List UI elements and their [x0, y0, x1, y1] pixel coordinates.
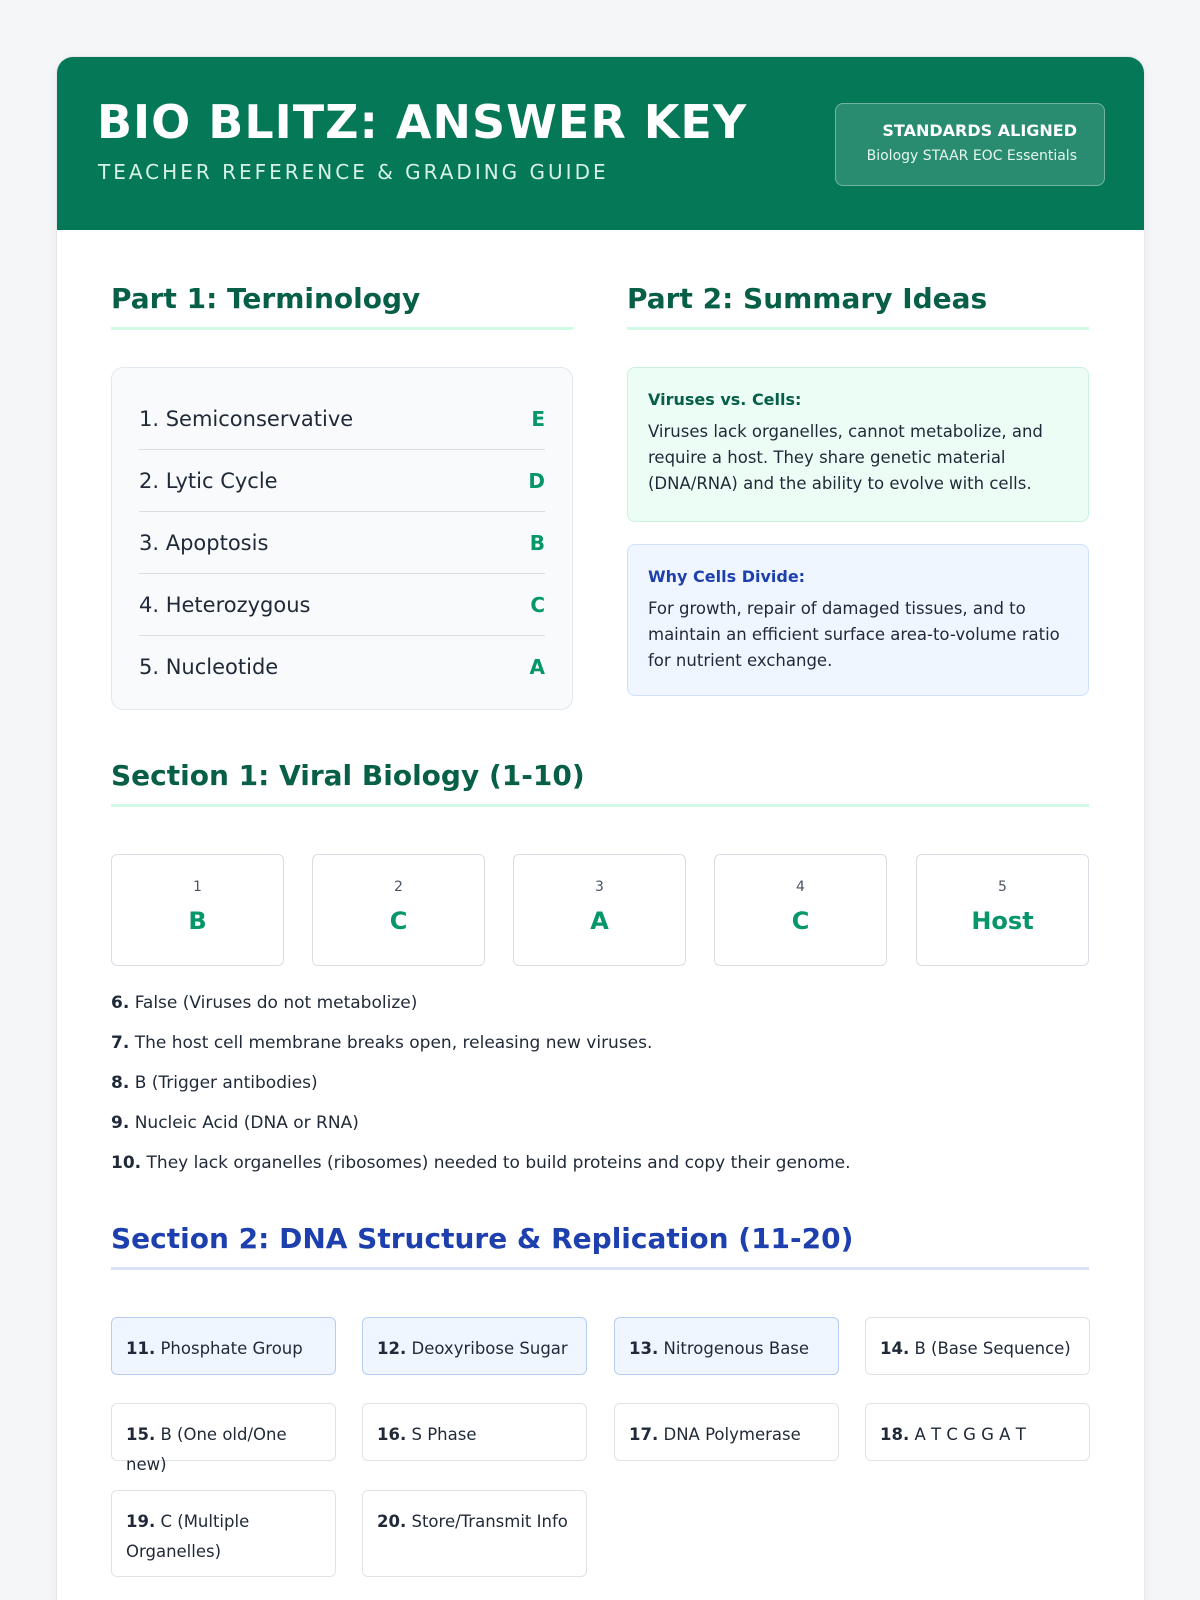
list-item	[111, 993, 1089, 1033]
summary-text: Viruses lack organelles, cannot metabolize, and require a host. They share genetic material (DNA/RNA) and the ability to evolve with cells.	[648, 422, 1043, 493]
question-number: 16.	[377, 1425, 407, 1444]
mc-answer-cell	[714, 854, 887, 966]
answer-cell	[614, 1317, 839, 1375]
answer-cell	[111, 1403, 336, 1474]
mc-answer: C	[791, 907, 810, 935]
term-row	[139, 388, 545, 450]
term-row	[139, 636, 545, 698]
answer-text: Deoxyribose Sugar	[411, 1339, 568, 1358]
question-number: 20.	[377, 1512, 407, 1531]
section1-heading: Section 1: Viral Biology (1-10)	[111, 759, 1089, 807]
question-number: 9.	[111, 1113, 130, 1133]
page-title: BIO BLITZ: ANSWER KEY	[97, 95, 748, 149]
question-number: 13.	[629, 1339, 659, 1358]
answer-text: B (Trigger antibodies)	[134, 1073, 318, 1093]
answer-cell	[362, 1317, 587, 1375]
dna-answer-grid	[111, 1317, 1089, 1577]
summary-title: Why Cells Divide:	[648, 567, 806, 586]
question-number: 17.	[629, 1425, 659, 1444]
question-number: 15.	[126, 1425, 156, 1444]
question-number: 1	[193, 879, 202, 895]
question-number: 6.	[111, 993, 130, 1013]
summary-box-cell-division	[627, 544, 1089, 696]
list-item	[111, 1073, 1089, 1113]
term-label: 4. Heterozygous	[139, 592, 311, 617]
answer-text: The host cell membrane breaks open, releasing new viruses.	[134, 1033, 653, 1053]
question-number: 8.	[111, 1073, 130, 1093]
term-answer: A	[529, 655, 545, 679]
term-label: 2. Lytic Cycle	[139, 468, 278, 493]
mc-answer: Host	[971, 907, 1034, 935]
term-row	[139, 450, 545, 512]
answer-text: B (Base Sequence)	[914, 1339, 1071, 1358]
term-label: 3. Apoptosis	[139, 530, 269, 555]
mc-answer-cell	[916, 854, 1089, 966]
question-number: 4	[796, 879, 805, 895]
page-subtitle: TEACHER REFERENCE & GRADING GUIDE	[98, 160, 609, 184]
answer-text: B (One old/One new)	[126, 1425, 287, 1474]
answer-cell	[614, 1403, 839, 1461]
question-number: 11.	[126, 1339, 156, 1358]
question-number: 7.	[111, 1033, 130, 1053]
question-number: 10.	[111, 1153, 142, 1173]
answer-text: A T C G G A T	[914, 1425, 1026, 1444]
mc-answer-grid	[111, 854, 1089, 966]
answer-text: Phosphate Group	[160, 1339, 303, 1358]
badge-subtitle: Biology STAAR EOC Essentials	[866, 148, 1077, 164]
answer-key-card	[57, 57, 1144, 1600]
answer-text: Nitrogenous Base	[663, 1339, 810, 1358]
mc-answer: C	[389, 907, 408, 935]
mc-answer-cell	[513, 854, 686, 966]
list-item	[111, 1113, 1089, 1153]
answer-text: DNA Polymerase	[663, 1425, 801, 1444]
question-number: 3	[595, 879, 604, 895]
answer-text: S Phase	[411, 1425, 477, 1444]
term-answer: C	[530, 592, 545, 617]
term-label: 5. Nucleotide	[139, 655, 279, 679]
answer-cell	[362, 1490, 587, 1577]
answer-text: C (Multiple Organelles)	[126, 1512, 250, 1561]
summary-box-viruses	[627, 367, 1089, 522]
term-answer: D	[528, 468, 545, 493]
mc-answer-cell	[111, 854, 284, 966]
standards-badge	[835, 103, 1105, 186]
term-row	[139, 574, 545, 636]
mc-answer: B	[188, 907, 207, 935]
answer-cell	[111, 1317, 336, 1375]
part2-heading: Part 2: Summary Ideas	[627, 282, 1089, 330]
summary-text: For growth, repair of damaged tissues, and to maintain an efficient surface area-to-volume ratio for nutrient exchange.	[648, 599, 1060, 670]
question-number: 18.	[880, 1425, 910, 1444]
answer-cell	[865, 1317, 1090, 1375]
answer-cell	[111, 1490, 336, 1577]
answer-text: False (Viruses do not metabolize)	[134, 993, 418, 1013]
term-answer: E	[531, 406, 545, 431]
part1-heading: Part 1: Terminology	[111, 282, 573, 330]
question-number: 14.	[880, 1339, 910, 1358]
mc-answer-cell	[312, 854, 485, 966]
answer-text: They lack organelles (ribosomes) needed to build proteins and copy their genome.	[146, 1153, 851, 1173]
header-banner	[57, 57, 1144, 230]
list-item	[111, 1153, 1089, 1193]
question-number: 12.	[377, 1339, 407, 1358]
badge-title: STANDARDS ALIGNED	[882, 121, 1077, 140]
mc-answer: A	[590, 907, 609, 935]
question-number: 5	[998, 879, 1007, 895]
terminology-list	[111, 367, 573, 710]
answer-cell	[362, 1403, 587, 1461]
term-row	[139, 512, 545, 574]
answer-text: Nucleic Acid (DNA or RNA)	[134, 1113, 359, 1133]
term-answer: B	[529, 530, 545, 555]
answer-text: Store/Transmit Info	[411, 1512, 568, 1531]
answer-cell	[865, 1403, 1090, 1461]
list-item	[111, 1033, 1089, 1073]
summary-title: Viruses vs. Cells:	[648, 390, 802, 409]
text-answer-list	[111, 993, 1089, 1193]
question-number: 19.	[126, 1512, 156, 1531]
section2-heading: Section 2: DNA Structure & Replication (11-20)	[111, 1222, 1089, 1270]
question-number: 2	[394, 879, 403, 895]
term-label: 1. Semiconservative	[139, 406, 354, 431]
